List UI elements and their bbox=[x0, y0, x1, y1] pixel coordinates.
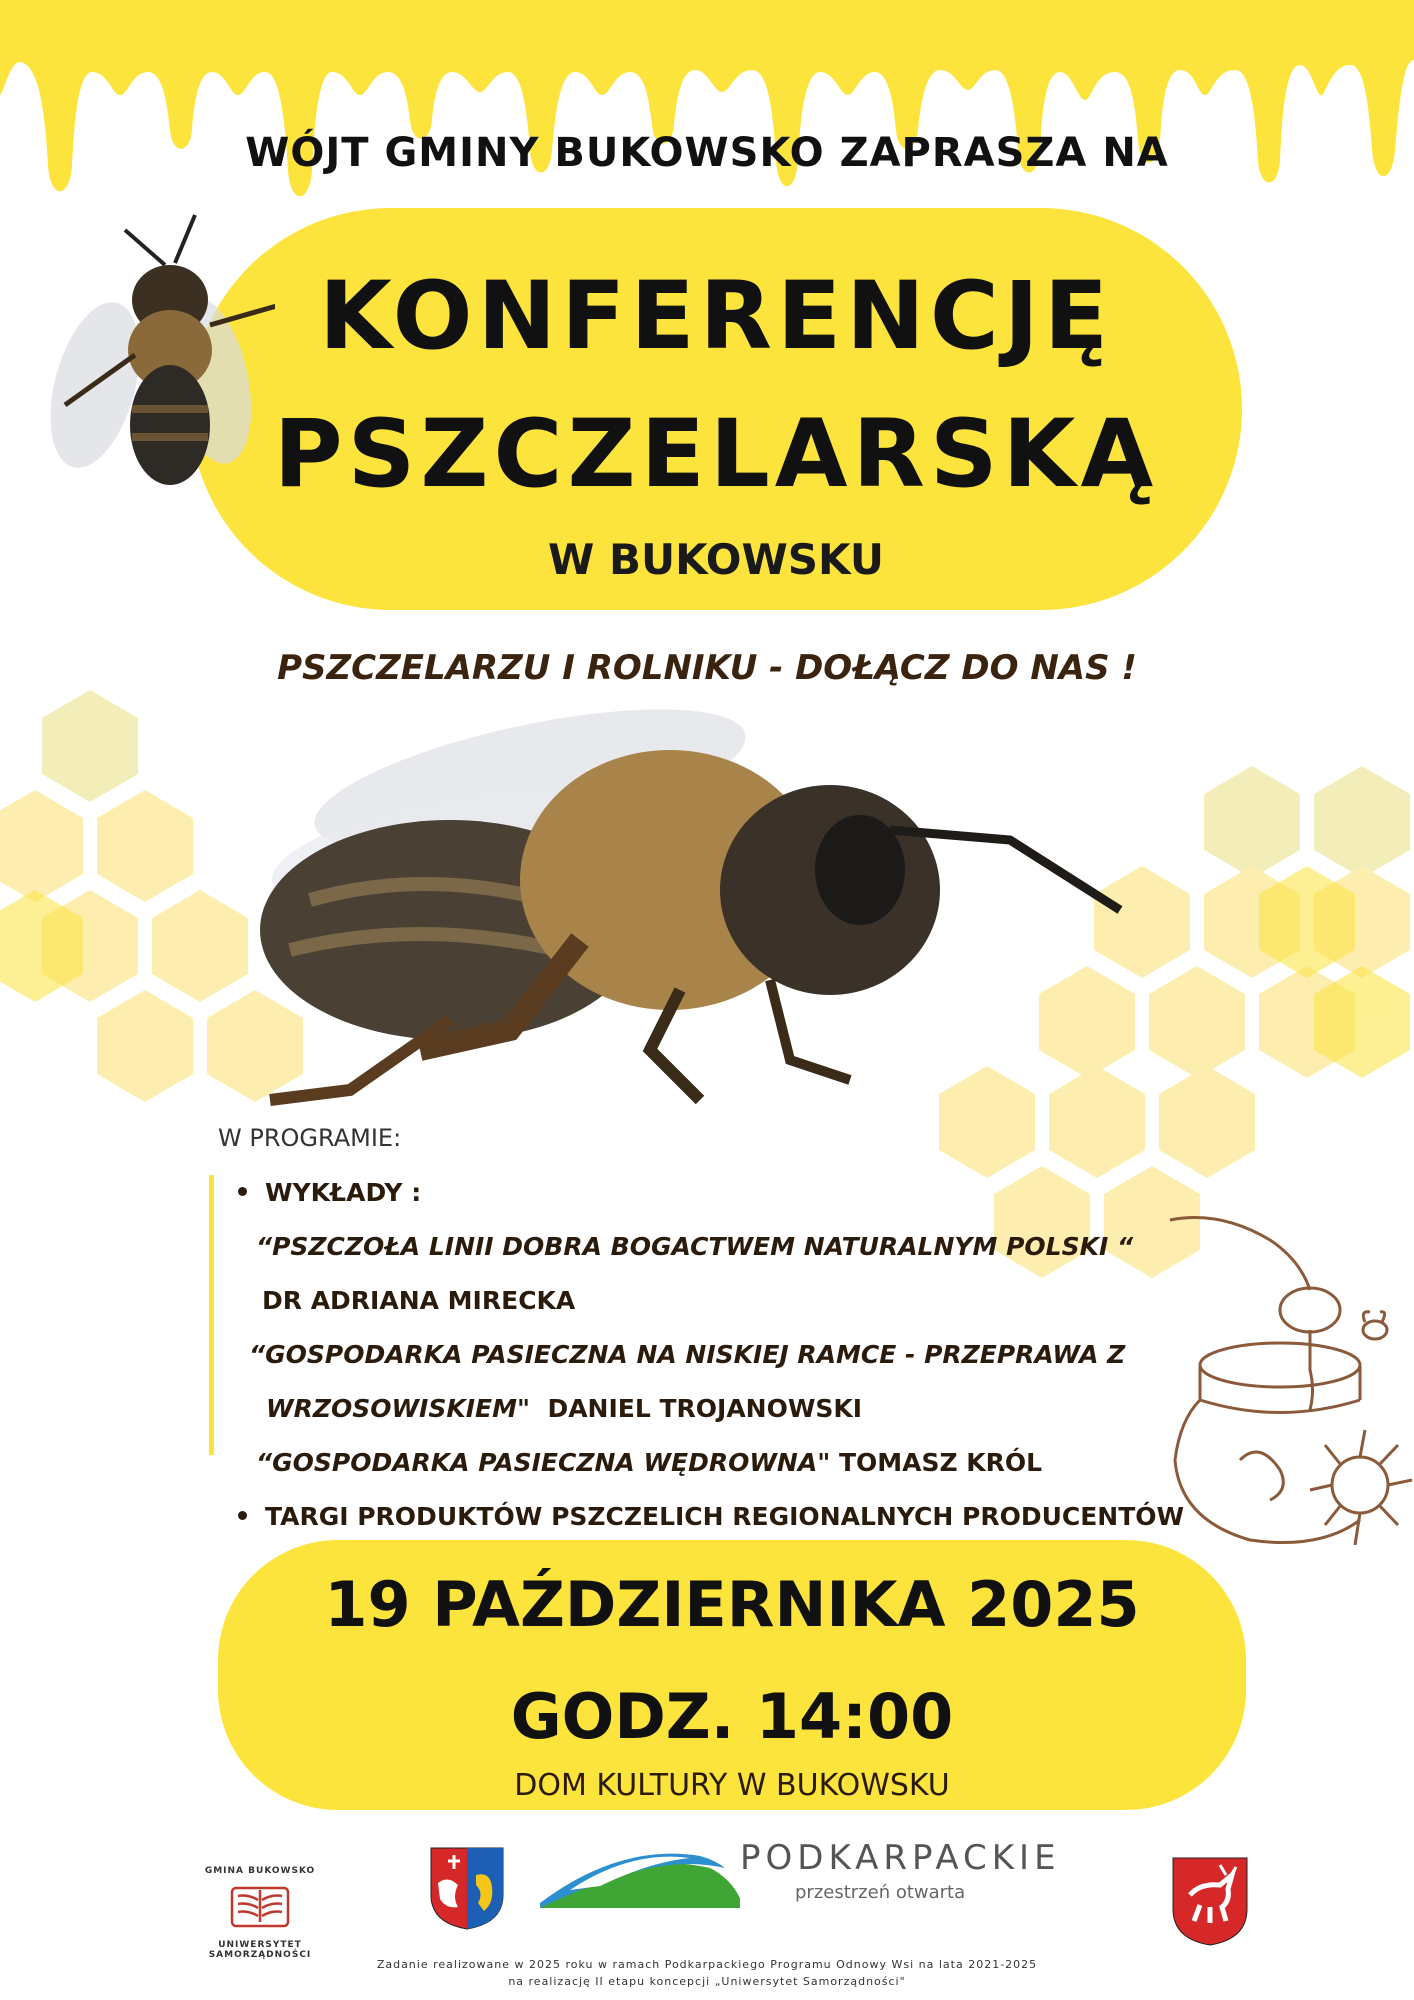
program-accent-bar bbox=[209, 1175, 214, 1455]
podkarpackie-name: PODKARPACKIE bbox=[740, 1838, 1061, 1878]
list-item: TARGI PRODUKTÓW PSZCZELICH REGIONALNYCH PRODUCENTÓW bbox=[238, 1502, 1184, 1531]
list-item bbox=[256, 1448, 1042, 1477]
bullet-icon bbox=[238, 1187, 247, 1196]
slogan: PSZCZELARZU I ROLNIKU - DOŁĄCZ DO NAS ! bbox=[277, 648, 1137, 688]
honey-jar-icon bbox=[1160, 1200, 1414, 1570]
podkarpackie-logo bbox=[540, 1828, 740, 1908]
lecture-speaker: DR ADRIANA MIRECKA bbox=[262, 1286, 576, 1315]
bullet-icon bbox=[238, 1511, 247, 1520]
intro-text: WÓJT GMINY BUKOWSKO ZAPRASZA NA bbox=[245, 130, 1169, 176]
title-line-1: KONFERENCJĘ bbox=[318, 262, 1114, 371]
lecture-title: “GOSPODARKA PASIECZNA WĘDROWNA" bbox=[256, 1448, 831, 1477]
coat-of-arms-icon bbox=[1170, 1855, 1250, 1947]
footer-note-1: Zadanie realizowane w 2025 roku w ramach Podkarpackiego Programu Odnowy Wsi na lata 2021-2025 bbox=[376, 1958, 1038, 1971]
event-venue: DOM KULTURY W BUKOWSKU bbox=[514, 1768, 950, 1803]
book-icon bbox=[228, 1882, 292, 1932]
podkarpackie-tagline: przestrzeń otwarta bbox=[795, 1882, 966, 1903]
event-date: 19 PAŹDZIERNIKA 2025 bbox=[324, 1568, 1140, 1641]
footer-note-2: na realizację II etapu koncepcji „Uniwersytet Samorządności" bbox=[508, 1975, 906, 1988]
coat-of-arms-icon bbox=[428, 1845, 506, 1931]
list-item bbox=[266, 1394, 862, 1423]
lecture-speaker: DANIEL TROJANOWSKI bbox=[547, 1394, 863, 1423]
gmina-logo: GMINA BUKOWSKO UNIWERSYTET SAMORZĄDNOŚCI bbox=[204, 1866, 316, 1960]
title-line-2: PSZCZELARSKĄ bbox=[273, 400, 1159, 509]
lecture-title: “GOSPODARKA PASIECZNA NA NISKIEJ RAMCE - PRZEPRAWA Z bbox=[249, 1340, 1126, 1369]
lecture-title: “PSZCZOŁA LINII DOBRA BOGACTWEM NATURALNYM POLSKI “ bbox=[256, 1232, 1134, 1261]
program-label: W PROGRAMIE: bbox=[218, 1124, 402, 1152]
event-time: GODZ. 14:00 bbox=[510, 1680, 954, 1753]
lecture-title: WRZOSOWISKIEM" bbox=[266, 1394, 531, 1423]
list-item: WYKŁADY : bbox=[238, 1178, 421, 1207]
lecture-speaker: TOMASZ KRÓL bbox=[838, 1448, 1043, 1477]
bee-icon bbox=[250, 700, 1130, 1120]
title-line-3: W BUKOWSKU bbox=[548, 535, 884, 584]
bee-icon bbox=[25, 205, 275, 495]
